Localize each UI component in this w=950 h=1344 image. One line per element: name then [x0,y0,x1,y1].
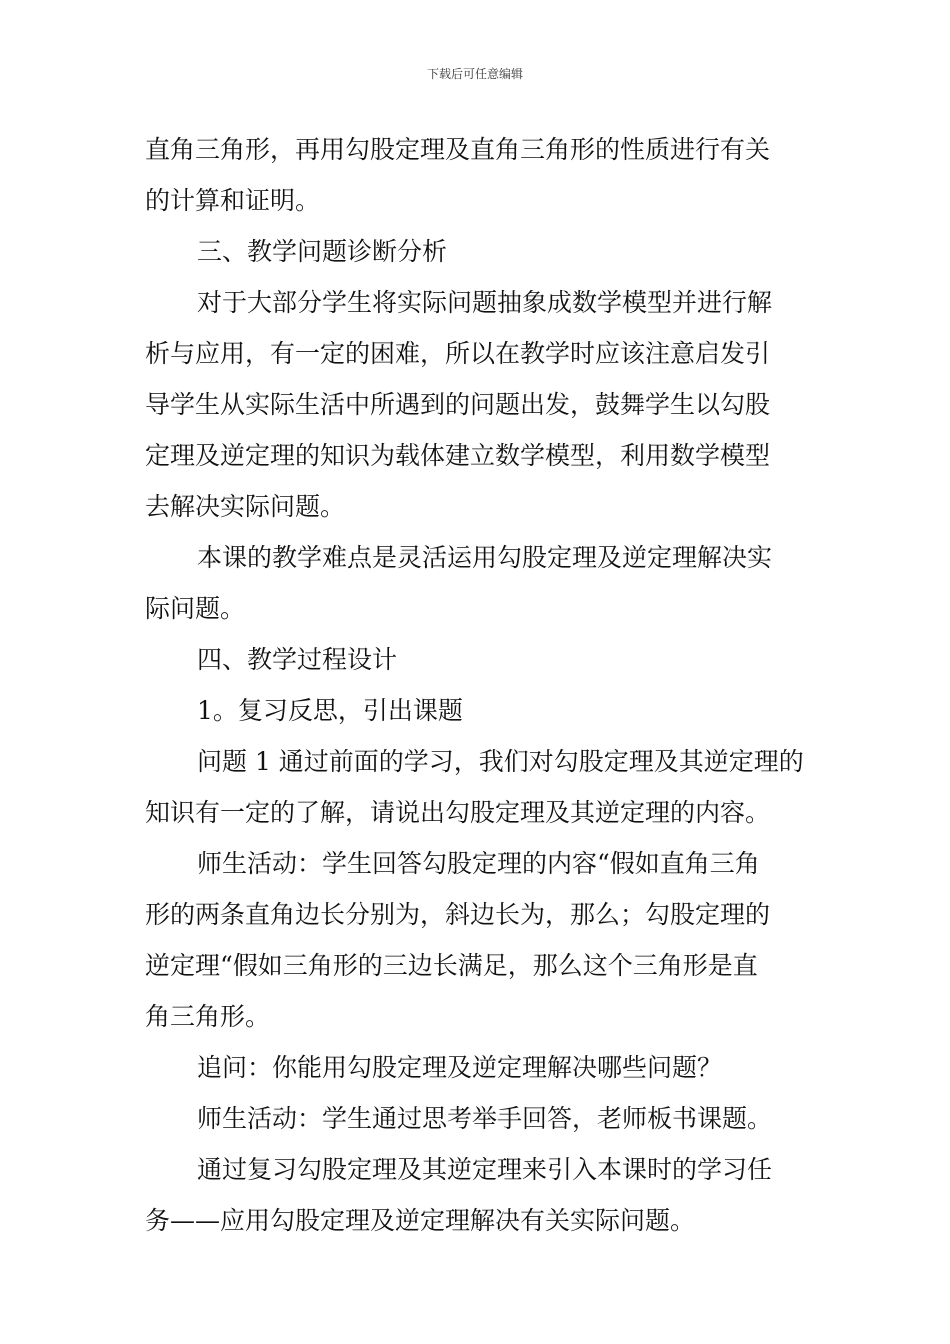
text-line: 际问题。 [145,594,246,623]
section-heading: 三、教学问题诊断分析 [197,237,448,266]
text-line: 的计算和证明。 [145,186,321,215]
text-line: 本课的教学难点是灵活运用勾股定理及逆定理解决实 [197,543,773,572]
text-line: 问题 1 通过前面的学习，我们对勾股定理及其逆定理的 [197,747,804,776]
text-line: 知识有一定的了解，请说出勾股定理及其逆定理的内容。 [145,798,771,827]
text-line: 形的两条直角边长分别为，斜边长为，那么；勾股定理的 [145,900,771,929]
text-line: 析与应用，有一定的困难，所以在教学时应该注意启发引 [145,339,771,368]
text-line: 定理及逆定理的知识为载体建立数学模型，利用数学模型 [145,441,771,470]
text-line: 去解决实际问题。 [145,492,346,521]
section-heading: 四、教学过程设计 [197,645,398,674]
text-line: 角三角形。 [145,1002,271,1031]
text-line: 对于大部分学生将实际问题抽象成数学模型并进行解 [197,288,773,317]
text-line: 逆定理“假如三角形的三边长满足，那么这个三角形是直 [145,951,758,980]
text-line: 直角三角形，再用勾股定理及直角三角形的性质进行有关 [145,135,771,164]
text-line: 师生活动：学生回答勾股定理的内容“假如直角三角 [197,849,760,878]
text-line: 通过复习勾股定理及其逆定理来引入本课时的学习任 [197,1155,773,1184]
text-line: 务——应用勾股定理及逆定理解决有关实际问题。 [145,1206,696,1235]
text-line: 追问：你能用勾股定理及逆定理解决哪些问题？ [197,1053,723,1082]
text-line: 师生活动：学生通过思考举手回答，老师板书课题。 [197,1104,773,1133]
page-header-note: 下载后可任意编辑 [426,67,523,81]
text-line: 导学生从实际生活中所遇到的问题出发，鼓舞学生以勾股 [145,390,771,419]
subsection-heading: 1。复习反思，引出课题 [197,696,463,725]
document-body [145,124,810,1246]
